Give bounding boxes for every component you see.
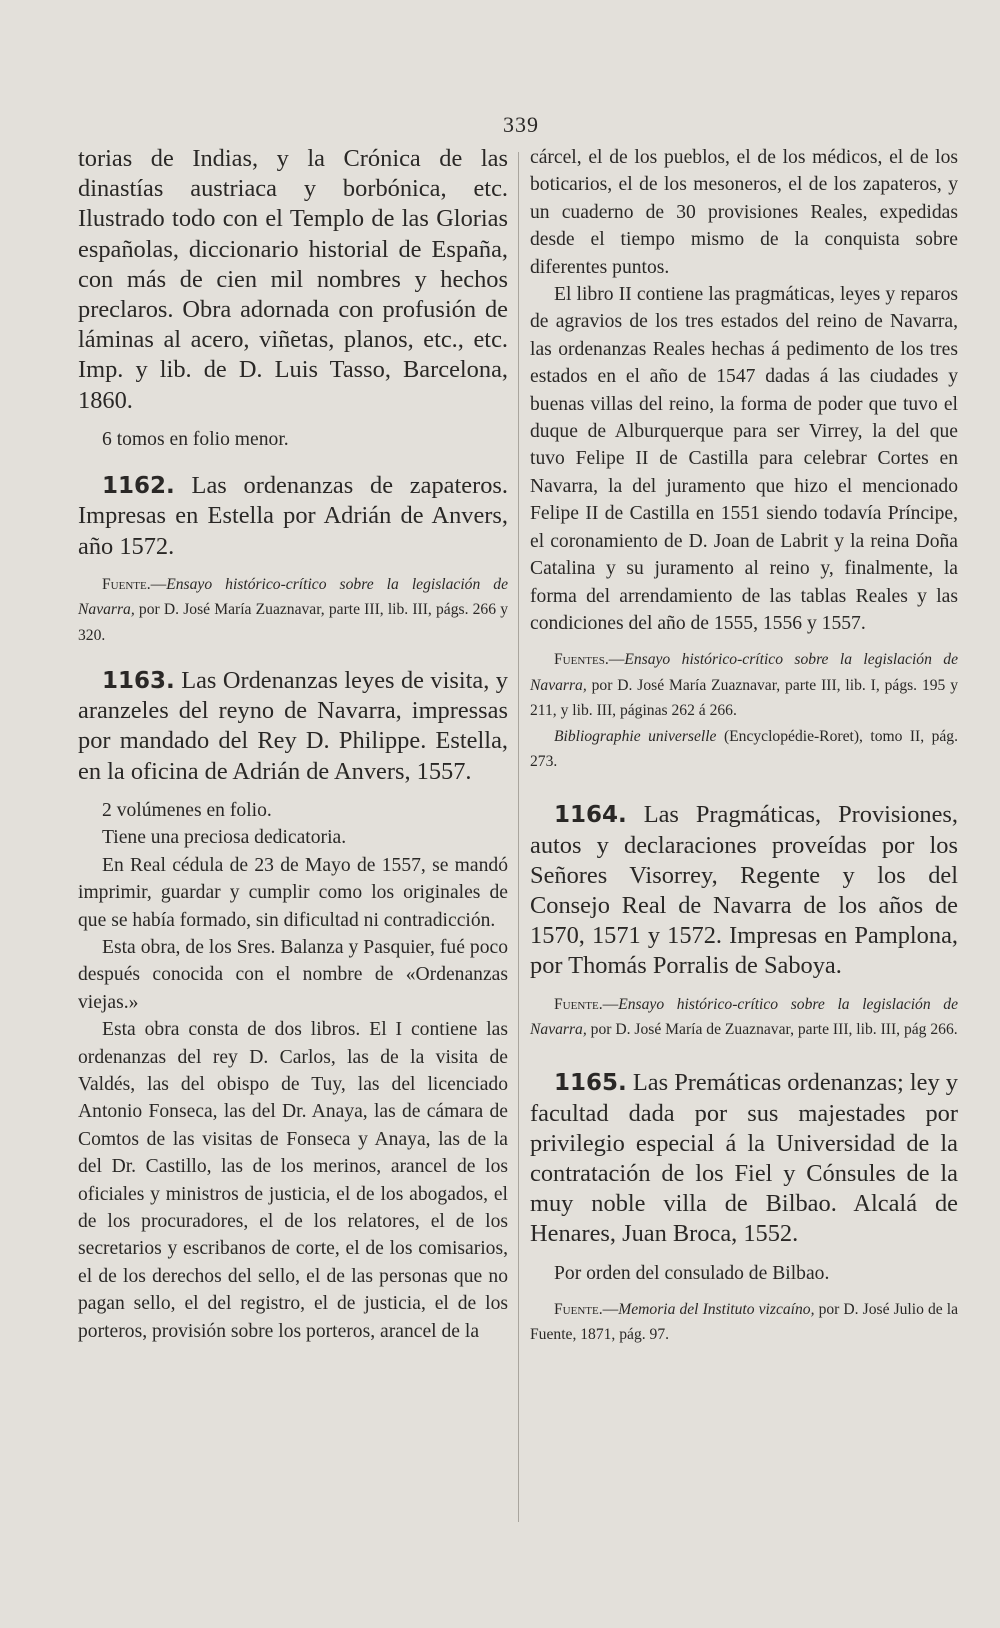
source-work: Bibliographie universelle <box>554 727 717 745</box>
entry-number: 1165. <box>554 1070 627 1097</box>
continuation-text: cárcel, el de los pueblos, el de los médicos, el de los boticarios, el de los mesoneros, el de los zapateros, y un cuaderno de 30 provisiones Reales, expedidas desde el tiempo mismo de la conquista sobre diferentes puntos. <box>530 147 958 278</box>
source-note <box>78 572 508 648</box>
column-divider <box>518 152 519 1522</box>
entry-1164 <box>530 800 958 981</box>
source-work: Ensayo histórico-crítico sobre la legislación de Navarra, <box>78 575 508 619</box>
continuation-text: torias de Indias, y la Crónica de las dinastías austriaca y borbónica, etc. Ilustrado todo con el Templo de las Glorias españolas, diccionario historial de España, con más de cien mil nombres y hechos preclaros. Obra adornada con profusión de láminas al acero, viñetas, planos, etc., etc. Imp. y lib. de D. Luis Tasso, Barcelona, 1860. <box>78 145 508 414</box>
volume-note: 2 volúmenes en folio. <box>102 799 272 821</box>
paragraph: Esta obra, de los Sres. Balanza y Pasquier, fué poco después conocida con el nombre de «Ordenanzas viejas.» <box>78 936 508 1013</box>
dedication-note: Tiene una preciosa dedicatoria. <box>102 827 347 849</box>
entry-number: 1162. <box>102 473 175 500</box>
paragraph: Esta obra consta de dos libros. El I contiene las ordenanzas del rey D. Carlos, las de la visita de Valdés, las del obispo de Tuy, las del licenciado Antonio Fonseca, las del Dr. Anaya, las de cámara de Comtos de las visitas de Fonseca y Anaya, las de la del Dr. Castillo, las de los merinos, arancel de los oficiales y ministros de justicia, el de los abogados, el de los procuradores, el de los relatores, el de los secretarios y escribanos de corte, el de los comisarios, el de los derechos del sello, el de las personas que no pagan sello, el del registro, el de justicia, el de los porteros, provisión sobre los porteros, arancel de la <box>78 1019 508 1342</box>
source-label: Fuente.— <box>554 995 619 1013</box>
source-rest: por D. José María de Zuaznavar, parte III, lib. III, pág 266. <box>590 1020 958 1038</box>
entry-number: 1163. <box>102 668 175 695</box>
entry-title: Las ordenanzas de zapateros. Impresas en Estella por Adrián de Anvers, año 1572. <box>78 472 508 560</box>
entry-1162 <box>78 471 508 562</box>
volume-note: 6 tomos en folio menor. <box>102 428 289 450</box>
paragraph: El libro II contiene las pragmáticas, leyes y reparos de agravios de los tres estados del reino de Navarra, las ordenanzas Reales hechas á pedimento de los tres estados en el año de 1547 dadas á las ciudades y buenas villas del reino, la forma de poder que tuvo el duque de Alburquerque para ser Virrey, la del que tuvo Felipe II de Castilla para celebrar Cortes en Navarra, la del juramento que hizo el mencionado Felipe II de Castilla en 1551 siendo todavía Príncipe, el coronamiento de D. Joan de Labrit y la reina Doña Catalina y su juramento al reino y, finalmente, la forma del arrendamiento de las tablas Reales y las condiciones del año de 1555, 1556 y 1557. <box>530 284 958 634</box>
source-work: Memoria del Instituto vizcaíno, <box>618 1301 815 1318</box>
source-rest: por D. José María Zuaznavar, parte III, lib. I, págs. 195 y 211, y lib. III, páginas 262 á 266. <box>530 676 958 720</box>
entry-number: 1164. <box>554 802 627 829</box>
source-rest: por D. José Julio de la Fuente, 1871, pág. 97. <box>530 1301 958 1344</box>
paragraph: En Real cédula de 23 de Mayo de 1557, se mandó imprimir, guardar y cumplir como los originales de que se había formado, sin dificultad ni contradicción. <box>78 854 508 931</box>
source-note <box>530 1297 958 1348</box>
entry-1163 <box>78 666 508 787</box>
consulado-note: Por orden del consulado de Bilbao. <box>554 1262 830 1284</box>
right-column <box>530 144 958 1348</box>
source-label: Fuente.— <box>554 1301 619 1318</box>
sources-note <box>530 647 958 723</box>
source-label: Fuente.— <box>102 575 167 593</box>
sources-note-2 <box>530 724 958 775</box>
source-note <box>530 992 958 1043</box>
entry-title: Las Premáticas ordenanzas; ley y facultad dada por sus majestades por privilegio especial á la Universidad de la contratación de los Fiel y Cónsules de la muy noble villa de Bilbao. Alcalá de Henares, Juan Broca, 1552. <box>530 1069 958 1248</box>
source-work: Ensayo histórico-crítico sobre la legislación de Navarra, <box>530 651 958 694</box>
source-rest: (Encyclopédie-Roret), tomo II, pág. 273. <box>530 727 958 770</box>
source-rest: por D. José María Zuaznavar, parte III, lib. III, págs. 266 y 320. <box>78 601 508 644</box>
page-number: 339 <box>503 112 539 137</box>
source-work: Ensayo histórico-crítico sobre la legislación de Navarra, <box>530 995 958 1038</box>
source-label: Fuentes.— <box>554 651 625 669</box>
left-column <box>78 144 508 1345</box>
entry-title: Las Ordenanzas leyes de visita, y aranzeles del reyno de Navarra, impressas por mandado del Rey D. Philippe. Estella, en la oficina de Adrián de Anvers, 1557. <box>78 667 508 785</box>
entry-title: Las Pragmáticas, Provisiones, autos y declaraciones proveídas por los Señores Visorrey, Regente y los del Consejo Real de Navarra de los años de 1570, 1571 y 1572. Impresas en Pamplona, por Thomás Porralis de Saboya. <box>530 801 958 980</box>
entry-1165 <box>530 1068 958 1249</box>
